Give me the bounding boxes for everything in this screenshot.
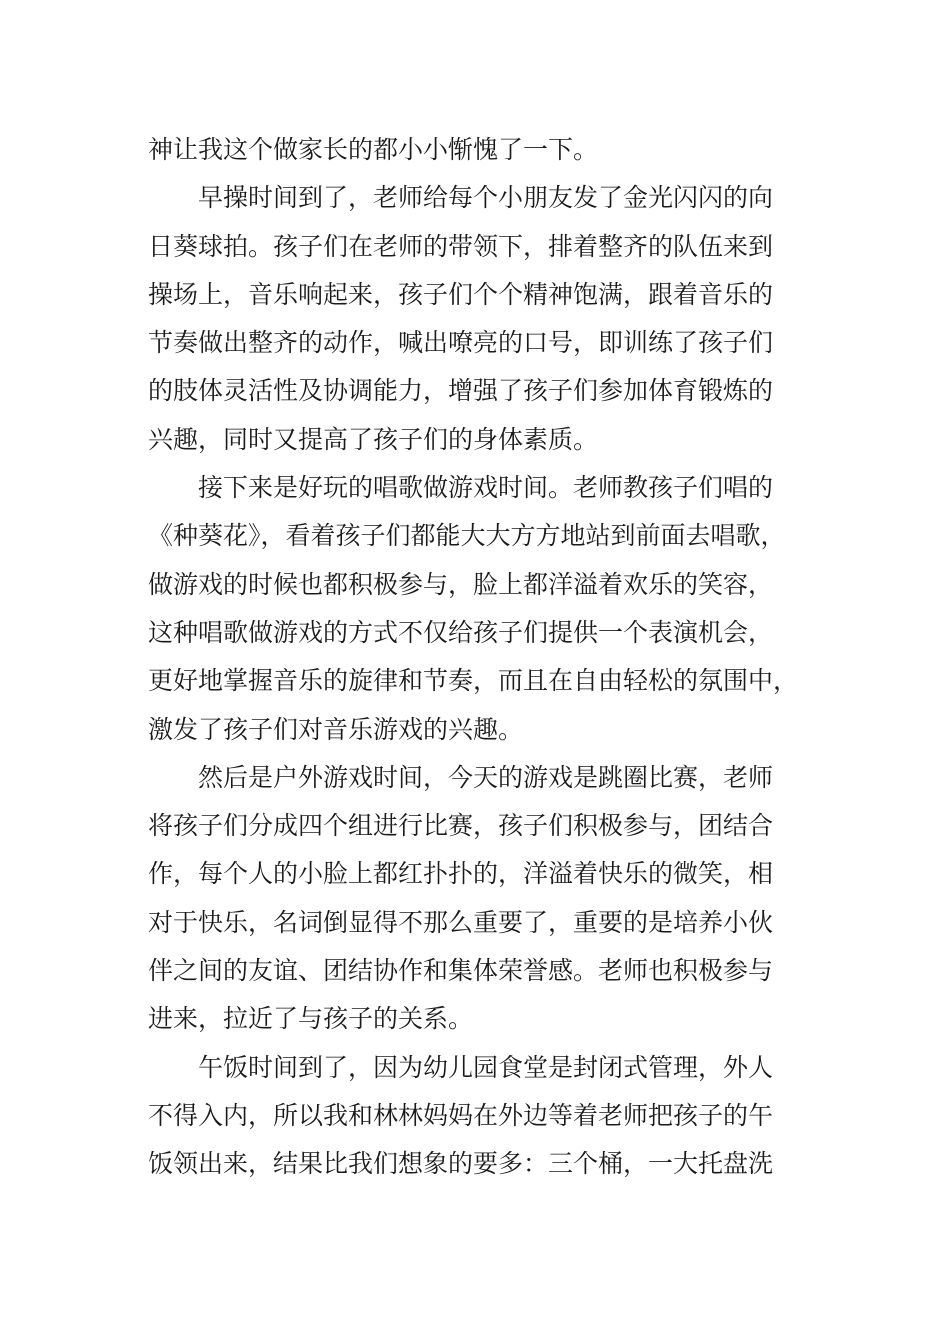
text-line: 对于快乐，名词倒显得不那么重要了，重要的是培养小伙 bbox=[148, 907, 774, 937]
text-line: 然后是户外游戏时间，今天的游戏是跳圈比赛，老师 bbox=[198, 762, 774, 792]
text-line: 节奏做出整齐的动作，喊出嘹亮的口号，即训练了孩子们 bbox=[148, 328, 774, 358]
text-line: 作，每个人的小脸上都红扑扑的，洋溢着快乐的微笑，相 bbox=[148, 859, 774, 889]
text-line: 早操时间到了，老师给每个小朋友发了金光闪闪的向 bbox=[198, 183, 774, 213]
paragraph-2 bbox=[148, 174, 794, 464]
text-line: 伴之间的友谊、团结协作和集体荣誉感。老师也积极参与 bbox=[148, 956, 774, 986]
text-line: 这种唱歌做游戏的方式不仅给孩子们提供一个表演机会， bbox=[148, 617, 774, 647]
text-line: 接下来是好玩的唱歌做游戏时间。老师教孩子们唱的 bbox=[198, 473, 774, 503]
paragraph-4 bbox=[148, 754, 794, 1044]
paragraph-5 bbox=[148, 1044, 794, 1189]
text-line: 饭领出来，结果比我们想象的要多：三个桶，一大托盘洗 bbox=[148, 1149, 774, 1179]
paragraph-1 bbox=[148, 126, 794, 174]
text-line: 日葵球拍。孩子们在老师的带领下，排着整齐的队伍来到 bbox=[148, 231, 774, 261]
text-line: 《种葵花》，看着孩子们都能大大方方地站到前面去唱歌， bbox=[148, 521, 786, 551]
text-line: 操场上，音乐响起来，孩子们个个精神饱满，跟着音乐的 bbox=[148, 279, 774, 309]
text-line: 进来，拉近了与孩子的关系。 bbox=[148, 1004, 474, 1034]
text-line: 午饭时间到了，因为幼儿园食堂是封闭式管理，外人 bbox=[198, 1052, 774, 1082]
text-line: 更好地掌握音乐的旋律和节奏，而且在自由轻松的氛围中， bbox=[148, 666, 799, 696]
text-line: 的肢体灵活性及协调能力，增强了孩子们参加体育锻炼的 bbox=[148, 376, 774, 406]
text-line: 不得入内，所以我和林林妈妈在外边等着老师把孩子的午 bbox=[148, 1100, 774, 1130]
text-line: 做游戏的时候也都积极参与，脸上都洋溢着欢乐的笑容， bbox=[148, 569, 774, 599]
text-line: 神让我这个做家长的都小小惭愧了一下。 bbox=[148, 135, 599, 164]
paragraph-3 bbox=[148, 464, 799, 754]
text-line: 将孩子们分成四个组进行比赛，孩子们积极参与，团结合 bbox=[148, 811, 774, 841]
text-line: 激发了孩子们对音乐游戏的兴趣。 bbox=[148, 714, 524, 744]
document-body bbox=[148, 126, 799, 1189]
text-line: 兴趣，同时又提高了孩子们的身体素质。 bbox=[148, 424, 599, 454]
